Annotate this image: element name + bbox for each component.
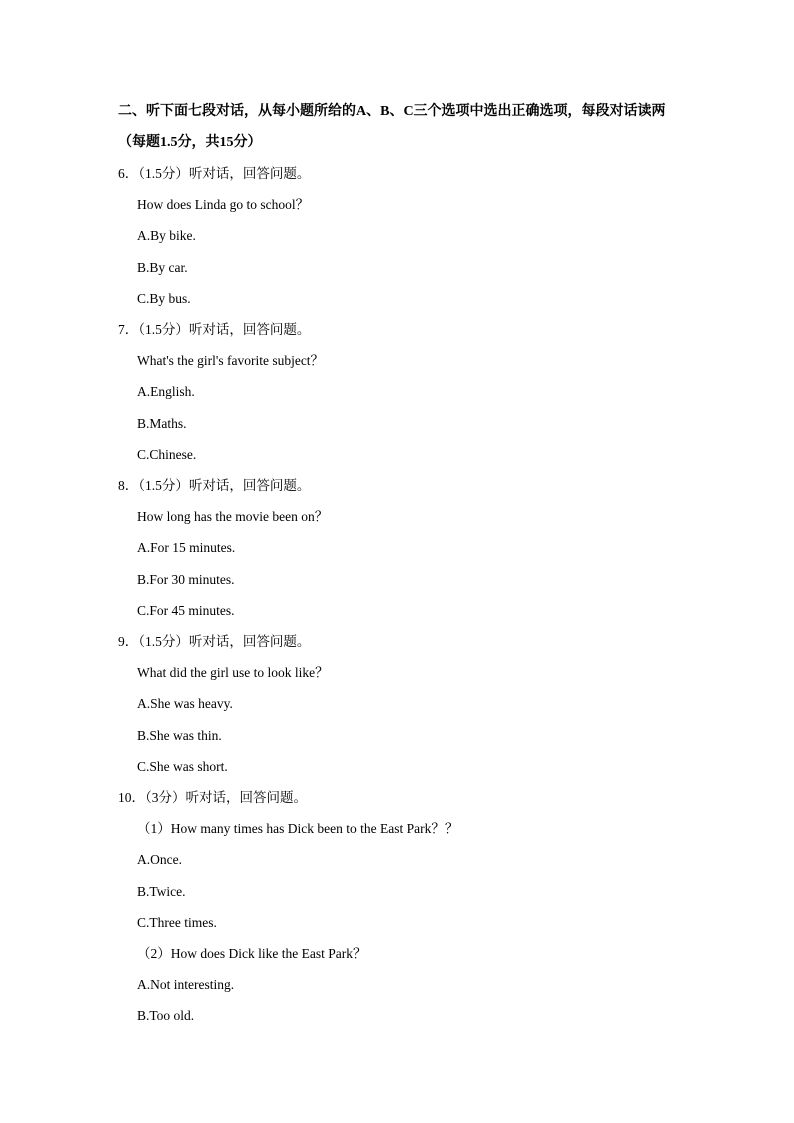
section-title-line2: （每题1.5分，共15分） — [118, 135, 262, 150]
question-7-option-b: B.Maths. — [137, 416, 187, 431]
question-9-stem: What did the girl use to look like？ — [137, 665, 329, 680]
question-8-header: 8．（1.5分）听对话，回答问题。 — [118, 478, 311, 493]
section-title-line1: 二、听下面七段对话，从每小题所给的A、B、C三个选项中选出正确选项，每段对话读两 — [118, 104, 666, 119]
question-9-option-a: A.She was heavy. — [137, 696, 233, 711]
question-6-option-a: A.By bike. — [137, 228, 196, 243]
question-10-2-option-a: A.Not interesting. — [137, 977, 235, 992]
question-10-2-option-b: B.Too old. — [137, 1008, 195, 1023]
question-8-option-b: B.For 30 minutes. — [137, 572, 235, 587]
question-8-option-a: A.For 15 minutes. — [137, 540, 236, 555]
question-6-header: 6．（1.5分）听对话，回答问题。 — [118, 166, 311, 181]
question-7-option-c: C.Chinese. — [137, 447, 197, 462]
question-10-1-option-b: B.Twice. — [137, 884, 186, 899]
question-10-1-option-c: C.Three times. — [137, 915, 217, 930]
question-7-header: 7．（1.5分）听对话，回答问题。 — [118, 322, 311, 337]
question-6-option-c: C.By bus. — [137, 291, 191, 306]
question-7-stem: What's the girl's favorite subject？ — [137, 353, 325, 368]
question-10-2-stem: （2）How does Dick like the East Park？ — [137, 946, 367, 961]
question-10-1-stem: （1）How many times has Dick been to the East Park？？ — [137, 821, 459, 836]
question-8-option-c: C.For 45 minutes. — [137, 603, 235, 618]
question-9-header: 9．（1.5分）听对话，回答问题。 — [118, 634, 311, 649]
question-10-1-option-a: A.Once. — [137, 852, 182, 867]
question-9-option-b: B.She was thin. — [137, 728, 222, 743]
question-9-option-c: C.She was short. — [137, 759, 228, 774]
question-6-stem: How does Linda go to school？ — [137, 197, 310, 212]
question-7-option-a: A.English. — [137, 384, 195, 399]
question-6-option-b: B.By car. — [137, 260, 188, 275]
question-10-header: 10．（3分）听对话，回答问题。 — [118, 790, 307, 805]
question-8-stem: How long has the movie been on？ — [137, 509, 329, 524]
